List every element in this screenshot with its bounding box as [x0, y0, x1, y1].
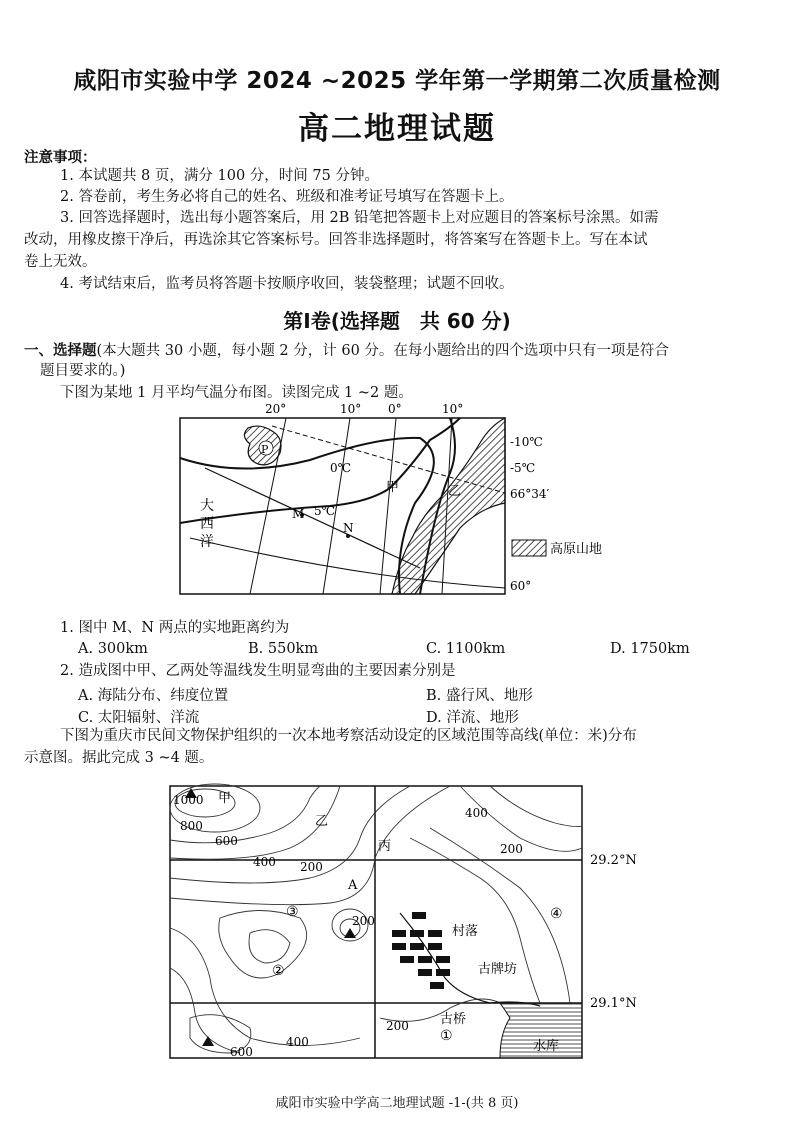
- q1-option-d: D. 1750km: [610, 641, 690, 657]
- q2-option-d: D. 洋流、地形: [426, 710, 519, 726]
- contour-map: [160, 778, 690, 1068]
- lat-29-2: 29.2°N: [590, 853, 637, 868]
- place-bridge: 古桥: [440, 1012, 467, 1027]
- page-footer: 咸阳市实验中学高二地理试题 -1-(共 8 页): [275, 1096, 519, 1111]
- temperature-map: [160, 398, 630, 598]
- meridian-label-10: 10°: [340, 402, 362, 416]
- volume-title: 第Ⅰ卷(选择题 共 60 分): [283, 309, 511, 333]
- point-3: ③: [286, 904, 299, 920]
- q1-option-a: A. 300km: [78, 641, 148, 657]
- contour-400-c: 400: [286, 1035, 309, 1049]
- notice-item-3-end: 卷上无效。: [24, 254, 97, 270]
- iso-label-0: 0℃: [330, 461, 352, 475]
- section-desc: (本大题共 30 小题，每小题 2 分，计 60 分。在每小题给出的四个选项中只有一项是符合: [96, 343, 669, 359]
- contour-200-d: 200: [386, 1019, 409, 1033]
- paper-title: 高二地理试题: [298, 111, 496, 147]
- q1-option-b: B. 550km: [248, 641, 319, 657]
- place-reservoir: 水库: [533, 1039, 560, 1054]
- notice-item-2: 2. 答卷前，考生务必将自己的姓名、班级和准考证号填写在答题卡上。: [60, 189, 514, 205]
- iso-label-5: 5℃: [314, 504, 336, 518]
- legend-label: 高原山地: [550, 542, 603, 557]
- lat-60-label: 60°: [510, 579, 532, 593]
- q1-stem: 1. 图中 M、N 两点的实地距离约为: [60, 620, 290, 636]
- contour-1000: 1000: [173, 793, 204, 807]
- meridian-label-20: 20°: [265, 402, 287, 416]
- iso-label-neg10: -10℃: [510, 435, 543, 449]
- section-heading-line: [24, 340, 669, 362]
- point-bing: 丙: [378, 839, 392, 854]
- notice-item-3: 3. 回答选择题时，选出每小题答案后，用 2B 铅笔把答题卡上对应题目的答案标号涂黑。如需: [60, 210, 659, 226]
- point-jia: 甲: [386, 480, 400, 495]
- intro-q1-2: 下图为某地 1 月平均气温分布图。读图完成 1 ~2 题。: [60, 385, 413, 401]
- intro-q3-4: 下图为重庆市民间文物保护组织的一次本地考察活动设定的区域范围等高线(单位：米)分布: [60, 728, 637, 744]
- point-jia: 甲: [218, 791, 232, 806]
- point-m: M: [292, 507, 305, 521]
- contour-400-b: 400: [465, 806, 488, 820]
- contour-200-c: 200: [352, 914, 375, 928]
- ocean-char-1: 大: [200, 498, 214, 514]
- notice-item-3-cont: 改动，用橡皮擦干净后，再选涂其它答案标号。回答非选择题时，将答案写在答题卡上。写在本试: [24, 232, 648, 248]
- school-exam-title: 咸阳市实验中学 2024 ~2025 学年第一学期第二次质量检测: [73, 68, 721, 94]
- point-a: A: [348, 878, 358, 893]
- q2-option-b: B. 盛行风、地形: [426, 688, 533, 704]
- intro-q3-4-cont: 示意图。据此完成 3 ~4 题。: [24, 750, 214, 766]
- place-village: 村落: [452, 924, 479, 939]
- ocean-char-2: 西: [200, 516, 214, 532]
- point-n: N: [343, 521, 354, 535]
- ocean-char-3: 洋: [200, 534, 214, 550]
- section-desc-cont: 题目要求的。): [40, 363, 126, 379]
- q2-option-a: A. 海陆分布、纬度位置: [78, 688, 229, 704]
- contour-800: 800: [180, 819, 203, 833]
- contour-200-b: 200: [500, 842, 523, 856]
- lat-29-1: 29.1°N: [590, 996, 637, 1011]
- point-yi: 乙: [315, 814, 329, 829]
- legend-swatch: [512, 540, 546, 556]
- q2-stem: 2. 造成图中甲、乙两处等温线发生明显弯曲的主要因素分别是: [60, 663, 456, 679]
- iso-label-neg5: -5℃: [510, 461, 536, 475]
- notice-heading: 注意事项：: [24, 150, 97, 166]
- contour-400-a: 400: [253, 855, 276, 869]
- place-archway: 古牌坊: [478, 962, 518, 977]
- arctic-circle-label: 66°34′: [510, 487, 550, 501]
- q1-option-c: C. 1100km: [426, 641, 506, 657]
- point-yi: 乙: [448, 484, 462, 499]
- contour-600-b: 600: [230, 1045, 253, 1059]
- contour-200-a: 200: [300, 860, 323, 874]
- point-1: ①: [440, 1028, 453, 1044]
- point-p: P: [261, 443, 269, 456]
- section-heading: 一、选择题: [24, 342, 97, 359]
- point-4: ④: [550, 906, 563, 922]
- point-2: ②: [272, 963, 285, 979]
- q2-option-c: C. 太阳辐射、洋流: [78, 710, 200, 726]
- contour-600: 600: [215, 834, 238, 848]
- notice-item-1: 1. 本试题共 8 页，满分 100 分，时间 75 分钟。: [60, 168, 379, 184]
- notice-item-4: 4. 考试结束后，监考员将答题卡按顺序收回，装袋整理；试题不回收。: [60, 276, 514, 292]
- meridian-label-0: 0°: [388, 402, 402, 416]
- meridian-label-10e: 10°: [442, 402, 464, 416]
